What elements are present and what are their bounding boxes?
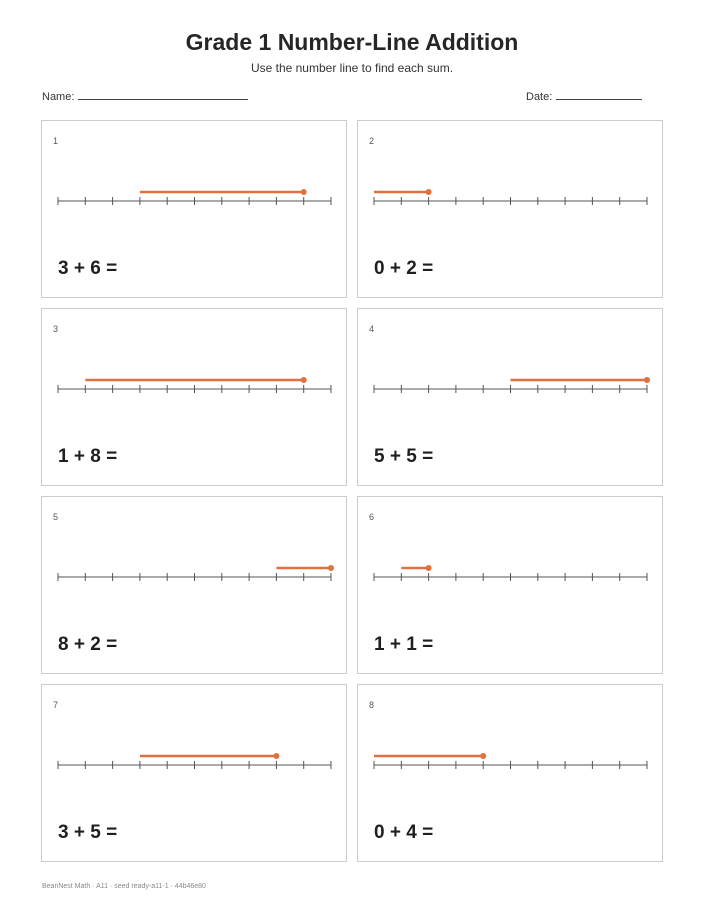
- jump-end-dot: [644, 377, 650, 383]
- page-footer: BeanNest Math · A11 · seed ready-a11-1 · 44b46e80: [42, 883, 206, 890]
- problem-number: 2: [369, 136, 375, 146]
- problem-card: [357, 496, 663, 674]
- date-label: Date:: [526, 91, 553, 103]
- problem-card: [41, 308, 347, 486]
- problem-equation: 3 + 6 =: [58, 258, 118, 279]
- jump-end-dot: [426, 565, 432, 571]
- name-field: [42, 89, 248, 103]
- name-blank-line[interactable]: [78, 89, 248, 100]
- problem-number: 3: [53, 324, 59, 334]
- jump-end-dot: [328, 565, 334, 571]
- problem-card: [357, 684, 663, 862]
- problem-number: 8: [369, 700, 375, 710]
- worksheet-title: Grade 1 Number-Line Addition: [185, 29, 519, 55]
- problem-equation: 0 + 4 =: [374, 822, 434, 843]
- problem-number: 6: [369, 512, 375, 522]
- date-blank-line[interactable]: [556, 89, 642, 100]
- jump-end-dot: [301, 377, 307, 383]
- jump-end-dot: [480, 753, 486, 759]
- problem-number: 5: [53, 512, 59, 522]
- problem-card: [41, 496, 347, 674]
- problem-equation: 8 + 2 =: [58, 634, 118, 655]
- date-field: [526, 89, 642, 103]
- problem-equation: 5 + 5 =: [374, 446, 434, 467]
- problem-card: [357, 120, 663, 298]
- jump-end-dot: [273, 753, 279, 759]
- problem-equation: 3 + 5 =: [58, 822, 118, 843]
- problem-card: [41, 684, 347, 862]
- jump-end-dot: [301, 189, 307, 195]
- worksheet-instructions: Use the number line to find each sum.: [250, 61, 454, 75]
- problem-number: 1: [53, 136, 59, 146]
- name-label: Name:: [42, 91, 75, 103]
- problem-equation: 1 + 8 =: [58, 446, 118, 467]
- problem-grid: [41, 120, 663, 863]
- problem-number: 7: [53, 700, 59, 710]
- problem-equation: 1 + 1 =: [374, 634, 434, 655]
- jump-end-dot: [426, 189, 432, 195]
- problem-card: [41, 120, 347, 298]
- problem-card: [357, 308, 663, 486]
- problem-equation: 0 + 2 =: [374, 258, 434, 279]
- problem-number: 4: [369, 324, 375, 334]
